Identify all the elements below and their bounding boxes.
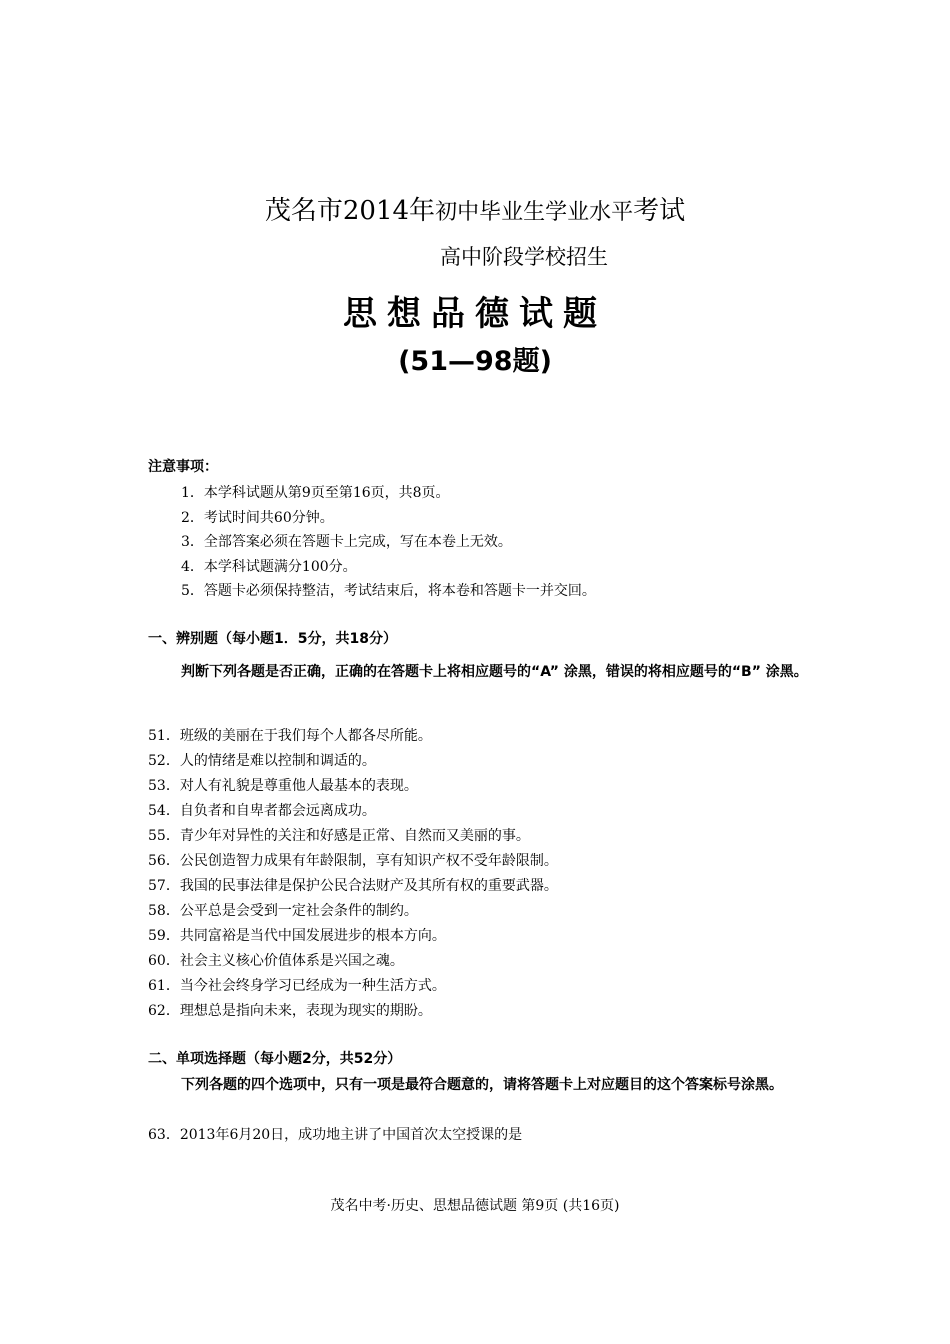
notice-item: 2．考试时间共60分钟。 [181, 509, 334, 526]
question-item: 52．人的情绪是难以控制和调适的。 [148, 753, 376, 769]
question-item: 61．当今社会终身学习已经成为一种生活方式。 [148, 978, 446, 994]
question-item: 58．公平总是会受到一定社会条件的制约。 [148, 903, 418, 919]
question-item: 54．自负者和自卑者都会远离成功。 [148, 803, 376, 819]
exam-subtitle: 高中阶段学校招生 [440, 245, 608, 269]
notice-item: 4．本学科试题满分100分。 [181, 558, 357, 575]
question-item: 53．对人有礼貌是尊重他人最基本的表现。 [148, 778, 418, 794]
exam-title-part3: 考试 [633, 196, 686, 226]
notice-item: 1．本学科试题从第9页至第16页，共8页。 [181, 485, 450, 501]
question-item: 51．班级的美丽在于我们每个人都各尽所能。 [148, 728, 432, 744]
subject-title: 思想品德试题 [343, 294, 607, 334]
question-range: (51—98题) [398, 346, 552, 377]
page-footer: 茂名中考·历史、思想品德试题 第9页 (共16页) [330, 1198, 620, 1214]
section2-heading: 二、单项选择题（每小题2分，共52分） [148, 1051, 402, 1067]
section2-instruction: 下列各题的四个选项中，只有一项是最符合题意的，请将答题卡上对应题目的这个答案标号涂黑。 [181, 1077, 783, 1093]
notice-item: 5．答题卡必须保持整洁，考试结束后，将本卷和答题卡一并交回。 [181, 583, 596, 599]
question-item: 56．公民创造智力成果有年龄限制，享有知识产权不受年龄限制。 [148, 853, 558, 869]
question-list [148, 724, 558, 1024]
notice-item: 3．全部答案必须在答题卡上完成，写在本卷上无效。 [181, 534, 512, 550]
notice-list [181, 481, 596, 604]
exam-title-part2: 初中毕业生学业水平 [435, 200, 634, 225]
section1-instruction: 判断下列各题是否正确，正确的在答题卡上将相应题号的“A” 涂黑，错误的将相应题号的“B” 涂黑。 [181, 664, 808, 680]
question-item: 60．社会主义核心价值体系是兴国之魂。 [148, 953, 404, 969]
question-item: 62．理想总是指向未来，表现为现实的期盼。 [148, 1003, 432, 1019]
question-item: 55．青少年对异性的关注和好感是正常、自然而又美丽的事。 [148, 828, 530, 844]
exam-title-part1: 茂名市2014年 [264, 196, 436, 226]
section1-heading: 一、辨别题（每小题1．5分，共18分） [148, 631, 397, 647]
notice-heading: 注意事项： [148, 459, 218, 475]
question-item: 59．共同富裕是当代中国发展进步的根本方向。 [148, 928, 446, 944]
question-item: 57．我国的民事法律是保护公民合法财产及其所有权的重要武器。 [148, 878, 558, 894]
exam-title [0, 194, 950, 230]
question-63: 63．2013年6月20日，成功地主讲了中国首次太空授课的是 [148, 1127, 523, 1143]
